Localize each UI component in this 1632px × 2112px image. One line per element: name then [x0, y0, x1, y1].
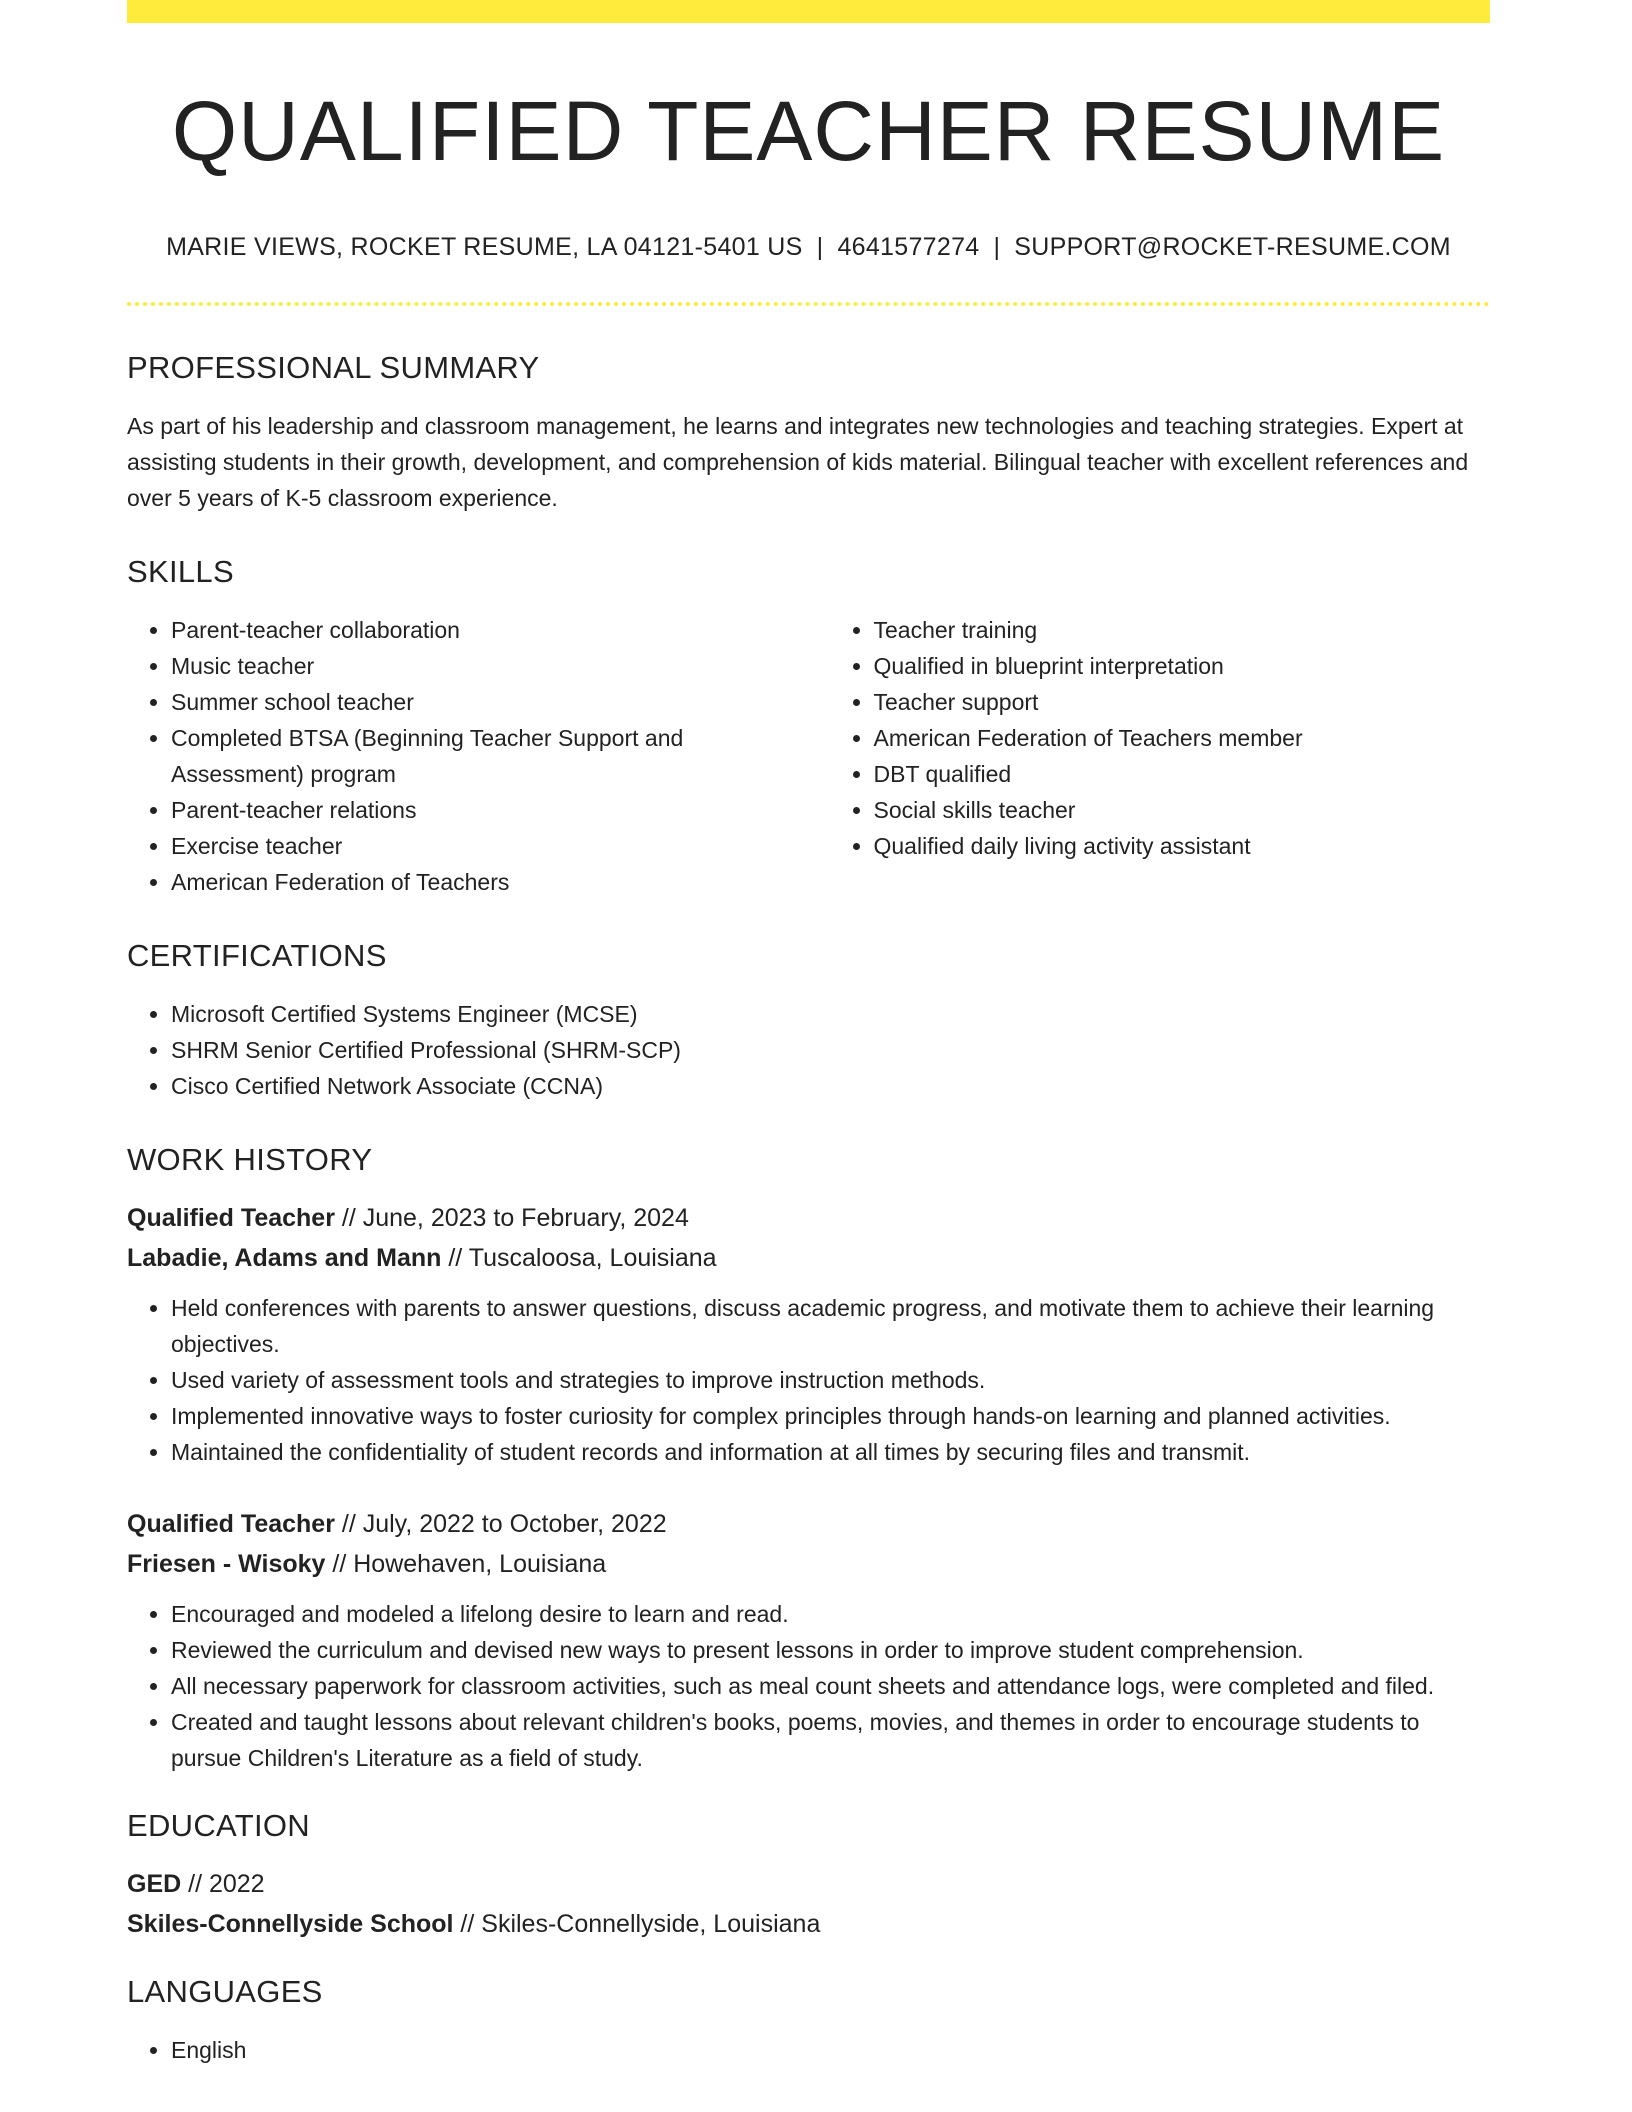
job-bullets [127, 1290, 1490, 1470]
section-heading: SKILLS [127, 554, 234, 590]
list-item: • Encouraged and modeled a lifelong desire to learn and read. [171, 1596, 1490, 1632]
job-location: // Howehaven, Louisiana [325, 1550, 607, 1579]
job-title-line [127, 1504, 1490, 1544]
list-item: • Used variety of assessment tools and strategies to improve instruction methods. [171, 1362, 1490, 1398]
contact-separator: | [816, 233, 824, 262]
job-dates: // July, 2022 to October, 2022 [334, 1510, 667, 1539]
job-role: Qualified Teacher [127, 1204, 335, 1233]
school-name: Skiles-Connellyside School [127, 1910, 454, 1939]
list-item: • Parent-teacher relations [171, 792, 788, 828]
skills-columns [127, 612, 1490, 900]
certifications-list [127, 996, 1490, 1104]
list-item: • Music teacher [171, 648, 788, 684]
job-title-line [127, 1198, 1490, 1238]
list-item: • Held conferences with parents to answer questions, discuss academic progress, and motivate them to achieve their learning objectives. [171, 1290, 1490, 1362]
school-line [127, 1904, 1490, 1944]
job-company-line [127, 1238, 1490, 1278]
list-item: • Summer school teacher [171, 684, 788, 720]
list-item: • English [171, 2032, 1490, 2068]
top-accent-bar [127, 0, 1490, 23]
contact-separator: | [993, 233, 1001, 262]
list-item: • Exercise teacher [171, 828, 788, 864]
contact-email: SUPPORT@ROCKET-RESUME.COM [1014, 233, 1451, 262]
contact-line [127, 233, 1490, 262]
summary-text: As part of his leadership and classroom management, he learns and integrates new technologies and teaching strategies. Expert at assisting students in their growth, development, and comprehension of kids material. Bilingual teacher with excellent references and over 5 years of K-5 classroom experience. [127, 413, 1469, 512]
job-company-line [127, 1544, 1490, 1584]
job-location: // Tuscaloosa, Louisiana [441, 1244, 717, 1273]
languages-list [127, 2032, 1490, 2068]
list-item: • American Federation of Teachers [171, 864, 788, 900]
list-item: • Teacher support [874, 684, 1491, 720]
list-item: • Cisco Certified Network Associate (CCNA) [171, 1068, 1490, 1104]
certifications-section [127, 938, 1490, 1104]
list-item: • Completed BTSA (Beginning Teacher Support and Assessment) program [171, 720, 788, 792]
school-location: // Skiles-Connellyside, Louisiana [453, 1910, 821, 1939]
list-item: • Implemented innovative ways to foster curiosity for complex principles through hands-on learning and planned activities. [171, 1398, 1490, 1434]
job-entry [127, 1504, 1490, 1776]
work-history-section [127, 1142, 1490, 1776]
list-item: • Maintained the confidentiality of student records and information at all times by securing files and transmit. [171, 1434, 1490, 1470]
list-item: • Parent-teacher collaboration [171, 612, 788, 648]
skills-list-right [830, 612, 1491, 900]
skills-section [127, 554, 1490, 900]
section-heading: PROFESSIONAL SUMMARY [127, 350, 540, 386]
section-heading: CERTIFICATIONS [127, 938, 387, 974]
job-company: Friesen - Wisoky [127, 1550, 326, 1579]
contact-address: MARIE VIEWS, ROCKET RESUME, LA 04121-5401 US [166, 233, 803, 262]
list-item: • Reviewed the curriculum and devised new ways to present lessons in order to improve student comprehension. [171, 1632, 1490, 1668]
list-item: • All necessary paperwork for classroom activities, such as meal count sheets and attendance logs, were completed and filed. [171, 1668, 1490, 1704]
skills-list-left [127, 612, 788, 900]
dotted-divider [127, 302, 1490, 306]
list-item: • Qualified in blueprint interpretation [874, 648, 1491, 684]
job-dates: // June, 2023 to February, 2024 [334, 1204, 689, 1233]
job-role: Qualified Teacher [127, 1510, 335, 1539]
education-entry [127, 1864, 1490, 1944]
degree-year: // 2022 [181, 1870, 265, 1899]
resume-page [127, 0, 1490, 2068]
list-item: • DBT qualified [874, 756, 1491, 792]
list-item: • Teacher training [874, 612, 1491, 648]
degree: GED [127, 1870, 182, 1899]
languages-section [127, 1974, 1490, 2068]
section-heading: WORK HISTORY [127, 1142, 373, 1178]
contact-phone: 4641577274 [837, 233, 980, 262]
degree-line [127, 1864, 1490, 1904]
section-heading: LANGUAGES [127, 1974, 323, 2010]
job-company: Labadie, Adams and Mann [127, 1244, 442, 1273]
job-bullets [127, 1596, 1490, 1776]
job-entry [127, 1198, 1490, 1470]
section-heading: EDUCATION [127, 1808, 310, 1844]
list-item: • Social skills teacher [874, 792, 1491, 828]
list-item: • Created and taught lessons about relevant children's books, poems, movies, and themes in order to encourage students to pursue Children's Literature as a field of study. [171, 1704, 1490, 1776]
list-item: • American Federation of Teachers member [874, 720, 1491, 756]
education-section [127, 1808, 1490, 1944]
professional-summary-section [127, 350, 1490, 516]
list-item: • SHRM Senior Certified Professional (SHRM-SCP) [171, 1032, 1490, 1068]
resume-title: QUALIFIED TEACHER RESUME [171, 84, 1446, 178]
list-item: • Microsoft Certified Systems Engineer (MCSE) [171, 996, 1490, 1032]
list-item: • Qualified daily living activity assistant [874, 828, 1491, 864]
